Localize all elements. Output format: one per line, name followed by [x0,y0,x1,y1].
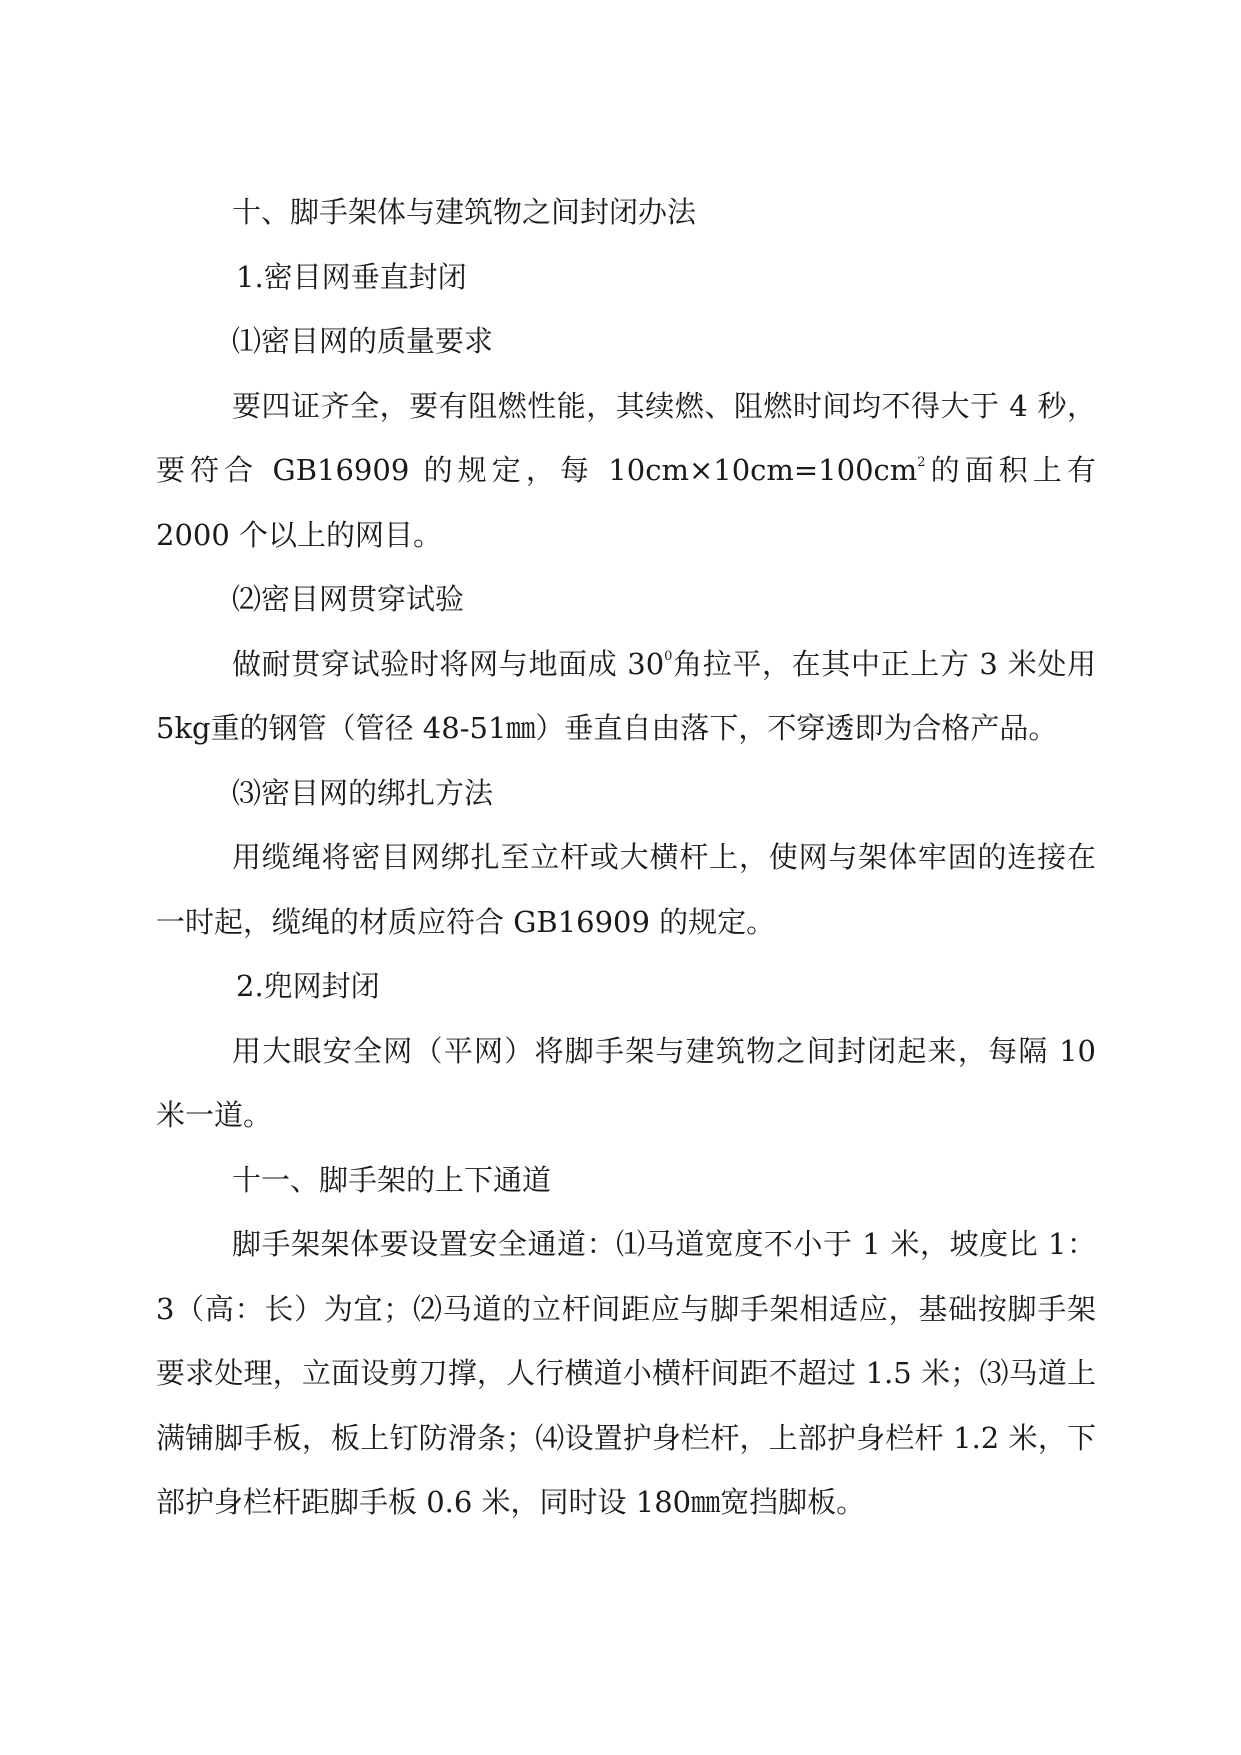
document-page [156,180,1096,1535]
section-11-heading: 十一、脚手架的上下通道 [232,1162,552,1197]
item-1-heading: ⑴密目网的质量要求 [232,324,494,358]
degree-superscript: 0 [664,648,673,664]
item-3-heading: ⑶密目网的绑扎方法 [232,775,494,810]
item-2-text-a: 做耐贯穿试验时将网与地面成 30 [232,646,665,681]
section-10-heading: 十、脚手架体与建筑物之间封闭办法 [232,195,697,229]
subsection-2-heading: 2.兜网封闭 [236,969,380,1003]
item-1-paragraph [156,374,1096,568]
section-11-paragraph: 脚手架架体要设置安全通道：⑴马道宽度不小于 1 米，坡度比 1：3（高：长）为宜；⑵马道的立杆间距应与脚手架相适应，基础按脚手架要求处理，立面设剪刀撑，人行横道小横杆间距不超过 1.5 米；⑶马道上满铺脚手板，板上钉防滑条；⑷设置护身栏杆，上部护身栏杆 1.2 米，下部护身栏杆距脚手板 0.6 米，同时设 180㎜宽挡脚板。 [156,1227,1096,1519]
item-1-text-b: 的面积上有 2000 个以上的网目。 [156,453,1096,552]
item-1-text-a: 要四证齐全，要有阻燃性能，其续燃、阻燃时间均不得大于 4 秒，要符合 GB16909 的规定，每 10cm×10cm=100cm [156,388,1096,487]
item-2-heading: ⑵密目网贯穿试验 [232,582,465,616]
item-2-paragraph [156,632,1096,761]
superscript-2: 2 [917,455,926,470]
subsection-1-heading: 1.密目网垂直封闭 [236,259,467,294]
item-2-text-b: 角拉平，在其中正上方 3 米处用 5kg重的钢管（管径 48-51㎜）垂直自由落下，不穿透即为合格产品。 [156,646,1096,745]
subsection-2-paragraph: 用大眼安全网（平网）将脚手架与建筑物之间封闭起来，每隔 10 米一道。 [156,1033,1096,1132]
item-3-paragraph: 用缆绳将密目网绑扎至立杆或大横杆上，使网与架体牢固的连接在一时起，缆绳的材质应符合 GB16909 的规定。 [156,840,1096,939]
